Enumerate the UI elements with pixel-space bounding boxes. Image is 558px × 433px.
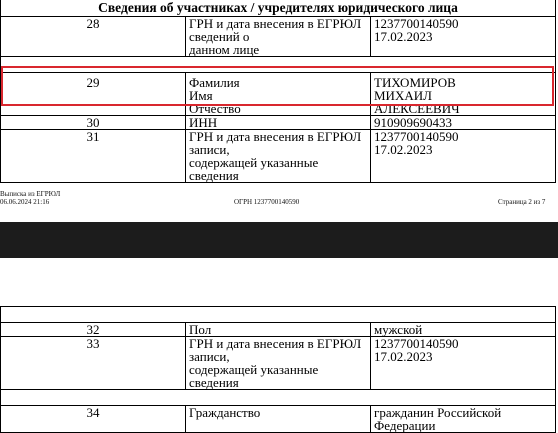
label-line: ГРН и дата внесения в ЕГРЮЛ сведений о — [189, 16, 362, 44]
footer-ogrn: ОГРН 1237700140590 — [234, 198, 300, 206]
row-number: 28 — [1, 17, 186, 57]
row-label — [186, 73, 371, 116]
row-number: 34 — [1, 406, 186, 433]
row-label — [186, 337, 371, 390]
value-line: АЛЕКСЕЕВИЧ — [374, 101, 460, 116]
value-line: 17.02.2023 — [374, 29, 433, 44]
value-line: 17.02.2023 — [374, 349, 433, 364]
value-line: 1237700140590 — [374, 336, 459, 351]
row-value — [371, 73, 556, 116]
spacer-row — [1, 57, 556, 73]
label-line: содержащей указанные сведения — [189, 155, 319, 183]
table-row-28 — [1, 17, 556, 57]
participants-table — [0, 0, 556, 183]
participants-table-continued — [0, 306, 556, 433]
table-row-31 — [1, 130, 556, 183]
row-number: 32 — [1, 323, 186, 337]
spacer-row — [1, 307, 556, 323]
row-value: 910909690433 — [371, 116, 556, 130]
label-line: ГРН и дата внесения в ЕГРЮЛ записи, — [189, 336, 362, 364]
value-line: 17.02.2023 — [374, 142, 433, 157]
table-row-30 — [1, 116, 556, 130]
row-label — [186, 130, 371, 183]
page-separator — [0, 222, 558, 258]
label-line: содержащей указанные сведения — [189, 362, 319, 390]
row-label: Гражданство — [186, 406, 371, 433]
value-line: ТИХОМИРОВ — [374, 75, 456, 90]
spacer-row — [1, 390, 556, 406]
row-label: Пол — [186, 323, 371, 337]
table-row-29 — [1, 73, 556, 116]
label-line: Отчество — [189, 101, 241, 116]
footer-timestamp: 06.06.2024 21:16 — [0, 198, 50, 206]
label-line: ГРН и дата внесения в ЕГРЮЛ записи, — [189, 129, 362, 157]
page-3 — [0, 258, 558, 433]
section-title: Сведения об участниках / учредителях юридического лица — [1, 0, 556, 17]
row-number: 29 — [1, 73, 186, 116]
row-value — [371, 337, 556, 390]
table-row-34 — [1, 406, 556, 433]
value-line: 1237700140590 — [374, 129, 459, 144]
value-line: МИХАИЛ — [374, 88, 432, 103]
row-value: мужской — [371, 323, 556, 337]
footer-page-number: Страница 2 из 7 — [498, 198, 546, 206]
label-line: данном лице — [189, 42, 260, 57]
label-line: Фамилия — [189, 75, 240, 90]
footer-extract-label: Выписка из ЕГРЮЛ — [0, 190, 61, 198]
row-label: ИНН — [186, 116, 371, 130]
row-number: 30 — [1, 116, 186, 130]
row-number: 31 — [1, 130, 186, 183]
value-line: 1237700140590 — [374, 16, 459, 31]
row-label — [186, 17, 371, 57]
label-line: Имя — [189, 88, 213, 103]
row-value — [371, 17, 556, 57]
row-number: 33 — [1, 337, 186, 390]
row-value: гражданин Российской Федерации — [371, 406, 556, 433]
table-row-33 — [1, 337, 556, 390]
table-row-32 — [1, 323, 556, 337]
section-header-row — [1, 0, 556, 17]
row-value — [371, 130, 556, 183]
